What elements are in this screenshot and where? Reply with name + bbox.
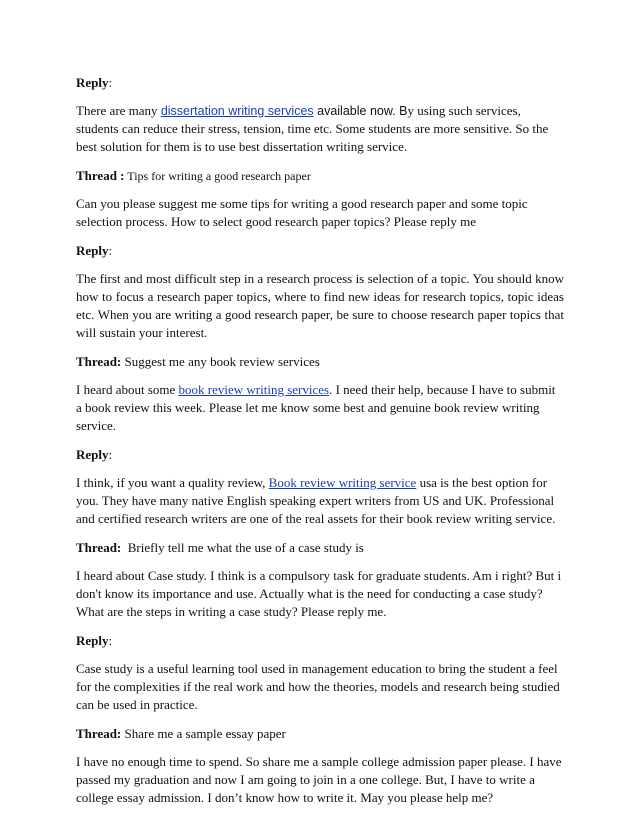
reply-colon: :	[108, 75, 113, 90]
thread-body-4: I have no enough time to spend. So share me a sample college admission paper please. I have passed my graduation and now I am going to join in a one college. But, I have to write a college essay admission. I don’t know how to write it. May you please help me?	[76, 754, 562, 805]
reply-body-4: Case study is a useful learning tool used in management education to bring the student a feel for the complexities if the real work and how the theories, models and research being studied can be used in practice.	[76, 661, 560, 712]
thread-heading-3	[76, 539, 564, 557]
thread-title: Suggest me any book review services	[121, 354, 320, 369]
reply-colon: :	[108, 447, 113, 462]
reply-colon: :	[108, 633, 113, 648]
reply-heading-4	[76, 632, 564, 650]
reply-heading-1	[76, 74, 564, 92]
thread-heading-2	[76, 353, 564, 371]
reply-body-2: The first and most difficult step in a research process is selection of a topic. You should know how to focus a research paper topics, where to find new ideas for research topics, topic ideas etc. When you are writing a good research paper, be sure to choose research paper topics that will sustain your interest.	[76, 271, 564, 340]
text-segment: y using such services, students can reduce their stress, tension, time etc. Some students are more sensitive. So the best solution for them is to use best dissertation writing service.	[76, 103, 549, 154]
thread-body-2	[76, 381, 564, 435]
text-segment: available now. B	[313, 104, 408, 118]
thread-label: Thread:	[76, 354, 122, 369]
reply-label: Reply	[76, 243, 109, 258]
reply-body-1	[76, 102, 564, 156]
text-segment: I think, if you want a quality review,	[76, 475, 269, 490]
reply-label: Reply	[76, 75, 109, 90]
thread-label: Thread:	[76, 726, 122, 741]
reply-label: Reply	[76, 633, 109, 648]
reply-heading-2	[76, 242, 564, 260]
thread-heading-4	[76, 725, 564, 743]
thread-title: Tips for writing a good research paper	[124, 169, 311, 183]
text-segment: . I need their help, because I have to submit a book review this week. Please let me know some best and genuine book review writing service.	[76, 382, 556, 433]
text-segment: There are many	[76, 103, 161, 118]
thread-title: Briefly tell me what the use of a case study is	[121, 540, 364, 555]
text-segment: I heard about some	[76, 382, 179, 397]
reply-label: Reply	[76, 447, 109, 462]
thread-title: Share me a sample essay paper	[121, 726, 286, 741]
dissertation-services-link[interactable]: dissertation writing services	[160, 104, 314, 118]
text-segment: usa is the best option for you. They have many native English speaking expert writers from US and UK. Professional and certified research writers are one of the real assets for their book review writing service.	[76, 475, 556, 526]
thread-label: Thread:	[76, 540, 122, 555]
book-review-services-link[interactable]: book review writing services	[178, 382, 330, 397]
thread-body-3: I heard about Case study. I think is a compulsory task for graduate students. Am i right? But i don't know its importance and use. Actually what is the need for conducting a case study? What are the steps in writing a case study? Please reply me.	[76, 568, 562, 619]
reply-body-3	[76, 474, 564, 528]
thread-label: Thread :	[76, 168, 125, 183]
reply-heading-3	[76, 446, 564, 464]
reply-colon: :	[108, 243, 113, 258]
thread-heading-1	[76, 167, 564, 185]
thread-body-1: Can you please suggest me some tips for writing a good research paper and some topic selection process. How to select good research paper topics? Please reply me	[76, 196, 528, 229]
document-page	[76, 74, 564, 818]
book-review-service-link[interactable]: Book review writing service	[268, 475, 417, 490]
